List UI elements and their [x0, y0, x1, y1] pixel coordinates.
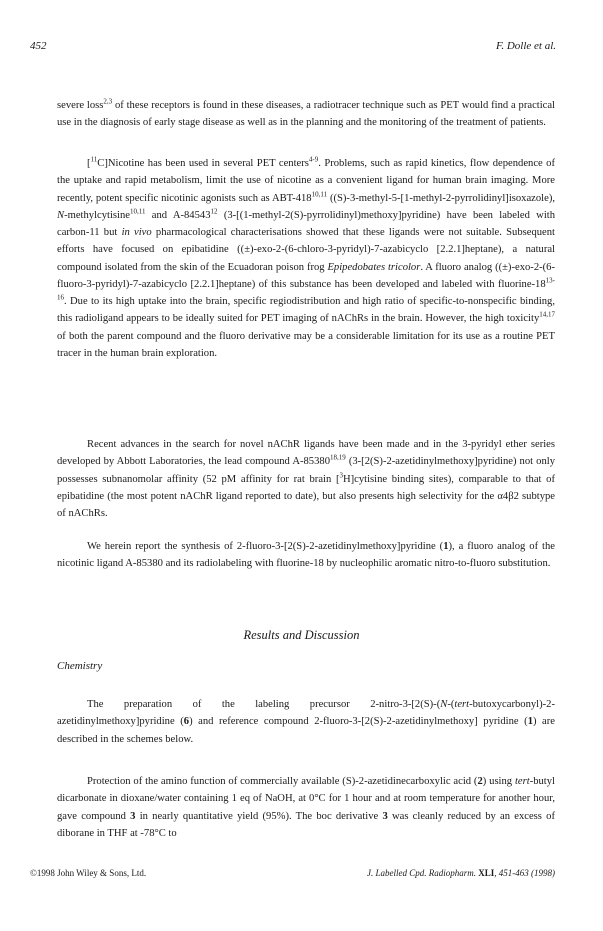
- footer-volume: XLI: [478, 868, 495, 878]
- section-title-results: Results and Discussion: [243, 628, 360, 642]
- subsection-title-chemistry: Chemistry: [57, 660, 103, 672]
- paragraph-report-synthesis: We herein report the synthesis of 2-fluoro-3-[2(S)-2-azetidinylmethoxy]pyridine (1), a fluoro analog of the nicotinic ligand A-85380 and its radiolabeling with fluorine-18 by nucleophilic aromatic nitro-to-fluoro substitution.: [57, 541, 555, 570]
- page-number: 452: [30, 40, 47, 52]
- paragraph-preparation: The preparation of the labeling precursor 2-nitro-3-[2(S)-(N-(tert-butoxycarbonyl)-2-azetidinylmethoxy]pyridine (6) and reference compound 2-fluoro-3-[2(S)-2-azetidinylmethoxy] pyridine (1) are described in the schemes below.: [57, 699, 555, 745]
- paragraph-protection: Protection of the amino function of commercially available (S)-2-azetidinecarboxylic acid (2) using tert-butyl dicarbonate in dioxane/water containing 1 eq of NaOH, at 0°C for 1 hour and at room temperature for another hour, gave compound 3 in nearly quantitative yield (95%). The boc derivative 3 was cleanly reduced by an excess of diborane in THF at -78°C to: [57, 776, 555, 839]
- footer-copyright: ©1998 John Wiley & Sons, Ltd.: [30, 868, 147, 878]
- footer-citation: [367, 868, 555, 878]
- footer-journal: J. Labelled Cpd. Radiopharm.: [366, 868, 476, 878]
- paragraph-a85380: Recent advances in the search for novel nAChR ligands have been made and in the 3-pyridyl ether series developed by Abbott Laboratories, the lead compound A-85380$^{18,19}$ (3-[2(S)-2-azetidinylmethoxy]pyridine) not only possesses subnanomolar affinity (52 pM affinity for rat brain [$^3$H]cytisine binding sites), comparable to that of epibatidine (the most potent nAChR ligand reported to date), but also presents high selectivity for the α4β2 subtype of nAChRs.: [57, 439, 555, 519]
- running-header-author: F. Dolle et al.: [496, 40, 556, 52]
- paragraph-nicotine-ligands: [$^{11}$C]Nicotine has been used in several PET centers$^{4-9}$. Problems, such as rapid kinetics, flow dependence of the uptake and rapid metabolism, limit the use of nicotine as a convenient ligand for human brain imaging. More recently, potent specific nicotinic agonists such as ABT-418$^{10,11}$ ((S)-3-methyl-5-[1-methyl-2-pyrrolidinyl]isoxazole), N-methylcytisine$^{10,11}$ and A-84543$^{12}$ (3-[(1-methyl-2(S)-pyrrolidinyl)methoxy]pyridine) have been labeled with carbon-11 but in vivo pharmacological characterisations showed that these ligands were not suitable. Subsequent efforts have focused on epibatidine ((±)-exo-2-(6-chloro-3-pyridyl)-7-azabicyclo [2.2.1]heptane), a natural compound isolated from the skin of the Ecuadoran poison frog Epipedobates tricolor. A fluoro analog ((±)-exo-2-(6-fluoro-3-pyridyl)-7-azabicyclo [2.2.1]heptane) of this substance has been developed and labeled with fluorine-18$^{13-16}$. Due to its high uptake into the brain, specific regiodistribution and high ratio of specific-to-nonspecific binding, this radioligand appears to be ideally suited for PET imaging of nAChRs in the brain. However, the high toxicity$^{14,17}$ of both the parent compound and the fluoro derivative may be a considerable limitation for its use as a routine PET tracer in the human brain exploration.: [57, 155, 556, 359]
- paragraph-intro-continuation: severe loss$^{2,3}$ of these receptors is found in these diseases, a radiotracer technique such as PET would find a practical use in the diagnosis of early stage disease as well as in the planning and the monitoring of the treatment of patients.: [57, 97, 555, 129]
- footer-pages: , 451-463 (1998): [494, 868, 555, 878]
